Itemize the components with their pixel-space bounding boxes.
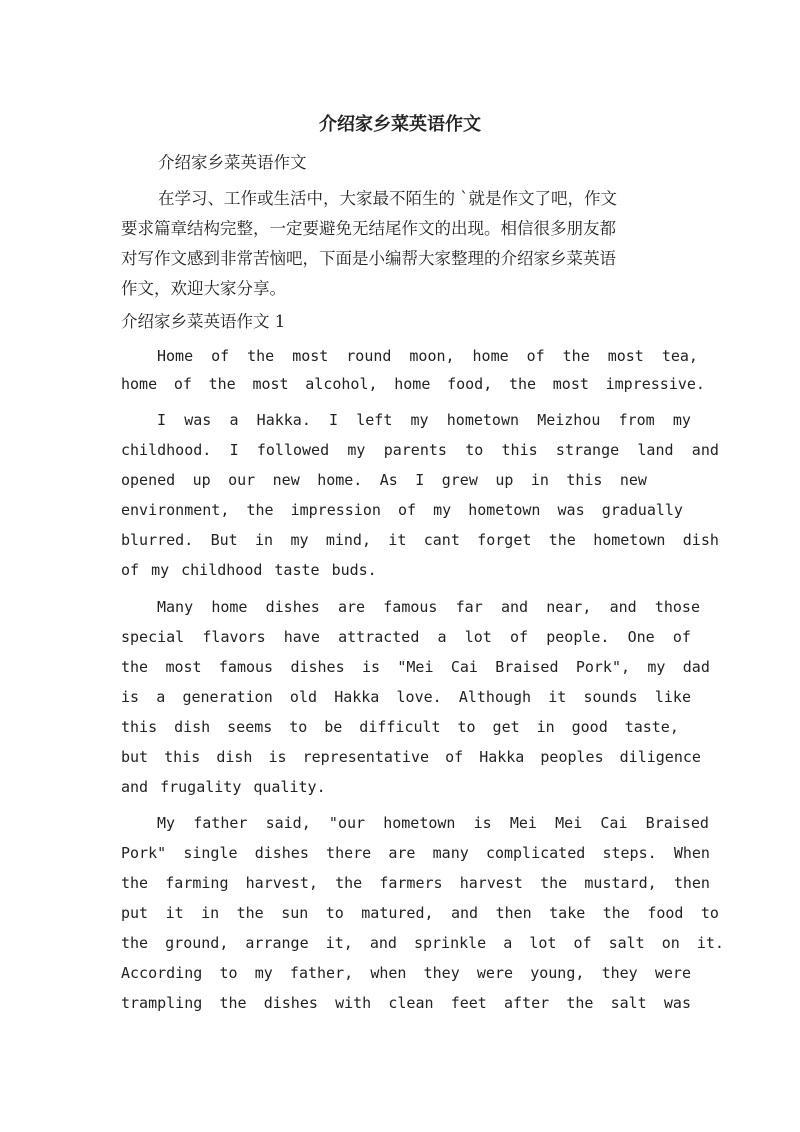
word: the (208, 375, 236, 393)
word: in (536, 718, 555, 736)
paragraph-line (121, 903, 719, 923)
word: moon, (409, 347, 455, 365)
word: my (254, 964, 273, 982)
word: Braised (645, 814, 709, 832)
word: there (326, 844, 372, 862)
word: this (121, 718, 158, 736)
word: environment, (121, 501, 230, 519)
word: is (121, 688, 140, 706)
word: hometown (446, 411, 520, 429)
word: my (290, 531, 309, 549)
word: in (530, 471, 549, 489)
word: impressive. (605, 375, 705, 393)
word: like (654, 688, 691, 706)
paragraph-line (157, 410, 691, 430)
word: is (361, 658, 381, 676)
word: impression (290, 501, 381, 519)
word: father, (289, 964, 354, 982)
word: it, (325, 934, 353, 952)
word: Mei (555, 814, 583, 832)
word: Hakka. (256, 411, 311, 429)
word: opened (121, 471, 176, 489)
word: many (432, 844, 469, 862)
word: My (157, 814, 176, 832)
word: of (672, 628, 691, 646)
word: sun (281, 904, 309, 922)
word: food, (447, 375, 493, 393)
word: it (388, 531, 407, 549)
paragraph-line-text (121, 843, 710, 863)
word: home (394, 375, 431, 393)
paragraph-line (121, 993, 701, 1013)
word: are (388, 844, 416, 862)
paragraph-line-text (121, 963, 691, 983)
word: home (472, 347, 509, 365)
word: childhood. (121, 441, 212, 459)
word: arrange (245, 934, 309, 952)
word: famous (383, 598, 438, 616)
word: Hakka (334, 688, 380, 706)
word: taste, (624, 718, 679, 736)
word: childhood (181, 561, 263, 579)
word: left (356, 411, 393, 429)
word: the (562, 347, 590, 365)
word: hometown (468, 501, 541, 519)
paragraph-line-text (121, 374, 705, 394)
word: One (627, 628, 655, 646)
paragraph-line (121, 747, 701, 767)
paragraph-line (157, 813, 709, 833)
paragraph-line (157, 597, 700, 617)
word: home (121, 375, 158, 393)
word: dishes (263, 994, 318, 1012)
paragraph-line-text (121, 933, 724, 953)
word: a (437, 628, 447, 646)
word: from (618, 411, 655, 429)
paragraph-line (121, 657, 710, 677)
word: home. (317, 471, 363, 489)
paragraph-line-text (121, 873, 710, 893)
word: near, (546, 598, 592, 616)
word: the (121, 874, 149, 892)
word: and (121, 778, 149, 796)
word: this (164, 748, 201, 766)
word: grew (441, 471, 478, 489)
word: up (495, 471, 514, 489)
word: young, (530, 964, 585, 982)
word: dishes (290, 658, 345, 676)
word: a (229, 411, 239, 429)
word: my (433, 501, 452, 519)
word: in (201, 904, 220, 922)
word: old (289, 688, 318, 706)
word: home (211, 598, 248, 616)
word: my (672, 411, 691, 429)
word: put (121, 904, 149, 922)
word: people. (546, 628, 610, 646)
word: my (647, 658, 666, 676)
word: seems (227, 718, 273, 736)
word: then (495, 904, 532, 922)
word: Pork", (575, 658, 631, 676)
paragraph-line-text (121, 687, 691, 707)
word: my (151, 561, 170, 579)
word: salt (610, 994, 647, 1012)
word: attracted (338, 628, 420, 646)
section-heading: 介绍家乡菜英语作文 1 (121, 312, 286, 331)
word: of (173, 375, 192, 393)
word: love. (396, 688, 442, 706)
word: gradually (601, 501, 683, 519)
word: strange (555, 441, 620, 459)
word: clean (388, 994, 434, 1012)
word: this (566, 471, 603, 489)
word: sprinkle (413, 934, 487, 952)
word: dad (682, 658, 710, 676)
word: dish (216, 748, 253, 766)
paragraph-line (121, 530, 719, 550)
word: to (219, 964, 238, 982)
word: take (549, 904, 586, 922)
word: and (609, 598, 637, 616)
word: lot (529, 934, 557, 952)
word: father (193, 814, 248, 832)
paragraph-line-text (157, 410, 691, 430)
word: farmers (379, 874, 443, 892)
paragraph-line-text (157, 597, 700, 617)
word: then (673, 874, 710, 892)
word: get (492, 718, 520, 736)
paragraph-line (121, 777, 701, 797)
paragraph-line (157, 346, 698, 366)
word: good (571, 718, 608, 736)
word: trampling (121, 994, 203, 1012)
word: to (457, 718, 476, 736)
word: up (192, 471, 211, 489)
word: mind, (325, 531, 371, 549)
word: of (211, 347, 230, 365)
word: harvest (459, 874, 523, 892)
word: said, (265, 814, 311, 832)
word: Although (458, 688, 532, 706)
paragraph-line (121, 500, 701, 520)
word: dish (174, 718, 211, 736)
paragraph-line-text (157, 346, 698, 366)
word: my (410, 411, 429, 429)
word: harvest, (245, 874, 318, 892)
word: far (455, 598, 483, 616)
word: quality. (253, 778, 326, 796)
document-subtitle: 介绍家乡菜英语作文 (158, 153, 307, 172)
word: sounds (583, 688, 638, 706)
word: most (165, 658, 202, 676)
word: As (379, 471, 398, 489)
paragraph-line-text (121, 500, 683, 520)
word: the (548, 531, 576, 549)
word: new (619, 471, 647, 489)
word: blurred. (121, 531, 194, 549)
word: lot (464, 628, 492, 646)
word: representative (302, 748, 430, 766)
word: our (228, 471, 256, 489)
word: and (451, 904, 479, 922)
word: the (246, 501, 274, 519)
word: generation (182, 688, 273, 706)
word: peoples (540, 748, 604, 766)
word: hometown (593, 531, 666, 549)
word: According (121, 964, 203, 982)
word: Home (157, 347, 194, 365)
word: is (268, 748, 287, 766)
word: of (510, 628, 529, 646)
paragraph-line-text (121, 903, 719, 923)
word: they (601, 964, 638, 982)
word: feet (450, 994, 487, 1012)
word: the (121, 658, 149, 676)
word: most (252, 375, 289, 393)
word: of (121, 561, 140, 579)
word: "our (328, 814, 366, 832)
paragraph-line (121, 963, 701, 983)
word: of (526, 347, 545, 365)
paragraph-line-text (121, 717, 679, 737)
word: dish (682, 531, 719, 549)
word: Cai (600, 814, 628, 832)
word: the (566, 994, 594, 1012)
word: and (691, 441, 719, 459)
word: But (210, 531, 238, 549)
word: ground, (165, 934, 229, 952)
word: Many (157, 598, 194, 616)
word: the (219, 994, 247, 1012)
word: round (346, 347, 392, 365)
intro-line: 要求篇章结构完整，一定要避免无结尾作文的出现。相信很多朋友都 (121, 219, 616, 238)
word: they (423, 964, 460, 982)
intro-line: 作文，欢迎大家分享。 (121, 279, 286, 298)
paragraph-line-text (121, 627, 691, 647)
word: on (661, 934, 680, 952)
word: Mei (509, 814, 537, 832)
paragraph-line (121, 933, 724, 953)
word: most (607, 347, 644, 365)
word: dishes (265, 598, 320, 616)
word: parents (383, 441, 447, 459)
word: followed (256, 441, 330, 459)
word: new (272, 471, 300, 489)
word: were (654, 964, 691, 982)
word: to (465, 441, 484, 459)
word: buds. (331, 561, 377, 579)
word: single (183, 844, 238, 862)
word: have (283, 628, 320, 646)
word: the (335, 874, 363, 892)
word: but (121, 748, 149, 766)
word: and (369, 934, 397, 952)
paragraph-line-text (121, 440, 719, 460)
word: "Mei (397, 658, 434, 676)
word: of (573, 934, 592, 952)
word: was (184, 411, 212, 429)
word: land (637, 441, 674, 459)
word: steps. (602, 844, 657, 862)
word: alcohol, (305, 375, 378, 393)
word: the (121, 934, 149, 952)
word: I (415, 471, 425, 489)
word: the (236, 904, 264, 922)
word: I (229, 441, 239, 459)
word: be (324, 718, 343, 736)
paragraph-line-text (157, 813, 709, 833)
word: the (508, 375, 537, 393)
paragraph-line-text (121, 777, 701, 797)
word: mustard, (584, 874, 657, 892)
word: my (347, 441, 366, 459)
word: is (473, 814, 492, 832)
word: are (338, 598, 366, 616)
word: to (289, 718, 308, 736)
word: matured, (361, 904, 434, 922)
word: farming (165, 874, 229, 892)
page-title: 介绍家乡菜英语作文 (319, 114, 481, 136)
word: in (255, 531, 274, 549)
paragraph-line (121, 717, 701, 737)
word: diligence (619, 748, 701, 766)
word: after (504, 994, 550, 1012)
word: it (548, 688, 567, 706)
paragraph-line-text (121, 747, 701, 767)
word: the (540, 874, 568, 892)
word: of (445, 748, 464, 766)
word: hometown (383, 814, 456, 832)
word: salt (608, 934, 645, 952)
word: the (602, 904, 630, 922)
word: complicated (485, 844, 586, 862)
paragraph-line (121, 627, 701, 647)
paragraph-line-text (121, 560, 701, 580)
word: it. (696, 934, 724, 952)
word: to (325, 904, 344, 922)
word: of (397, 501, 417, 519)
word: tea, (661, 347, 698, 365)
word: difficult (359, 718, 441, 736)
paragraph-line (121, 560, 701, 580)
word: when (370, 964, 407, 982)
paragraph-line (121, 843, 710, 863)
word: Cai (450, 658, 478, 676)
word: most (292, 347, 329, 365)
paragraph-line-text (121, 993, 691, 1013)
word: food (647, 904, 684, 922)
word: special (121, 628, 185, 646)
word: was (557, 501, 585, 519)
word: Meizhou (537, 411, 601, 429)
word: Hakka (479, 748, 525, 766)
word: cant (423, 531, 460, 549)
word: this (501, 441, 538, 459)
word: a (503, 934, 513, 952)
word: dishes (254, 844, 309, 862)
word: the (247, 347, 275, 365)
word: with (335, 994, 372, 1012)
paragraph-line (121, 873, 710, 893)
word: famous (218, 658, 274, 676)
paragraph-line-text (121, 657, 710, 677)
word: forget (477, 531, 532, 549)
word: to (700, 904, 719, 922)
paragraph-line (121, 440, 719, 460)
word: those (654, 598, 700, 616)
word: most (552, 375, 589, 393)
word: a (156, 688, 166, 706)
word: taste (274, 561, 320, 579)
paragraph-line (121, 470, 701, 490)
intro-line: 对写作文感到非常苦恼吧，下面是小编帮大家整理的介绍家乡菜英语 (121, 249, 616, 268)
paragraph-line (121, 374, 705, 394)
word: When (673, 844, 710, 862)
paragraph-line (121, 687, 701, 707)
word: I (157, 411, 167, 429)
word: Braised (495, 658, 559, 676)
word: were (476, 964, 514, 982)
word: was (663, 994, 691, 1012)
word: it (165, 904, 184, 922)
paragraph-line-text (121, 470, 647, 490)
intro-line: 在学习、工作或生活中，大家最不陌生的 `就是作文了吧，作文 (158, 189, 617, 208)
word: I (329, 411, 339, 429)
word: and (500, 598, 529, 616)
word: Pork" (121, 844, 167, 862)
word: frugality (160, 778, 242, 796)
paragraph-line-text (121, 530, 719, 550)
word: flavors (202, 628, 266, 646)
